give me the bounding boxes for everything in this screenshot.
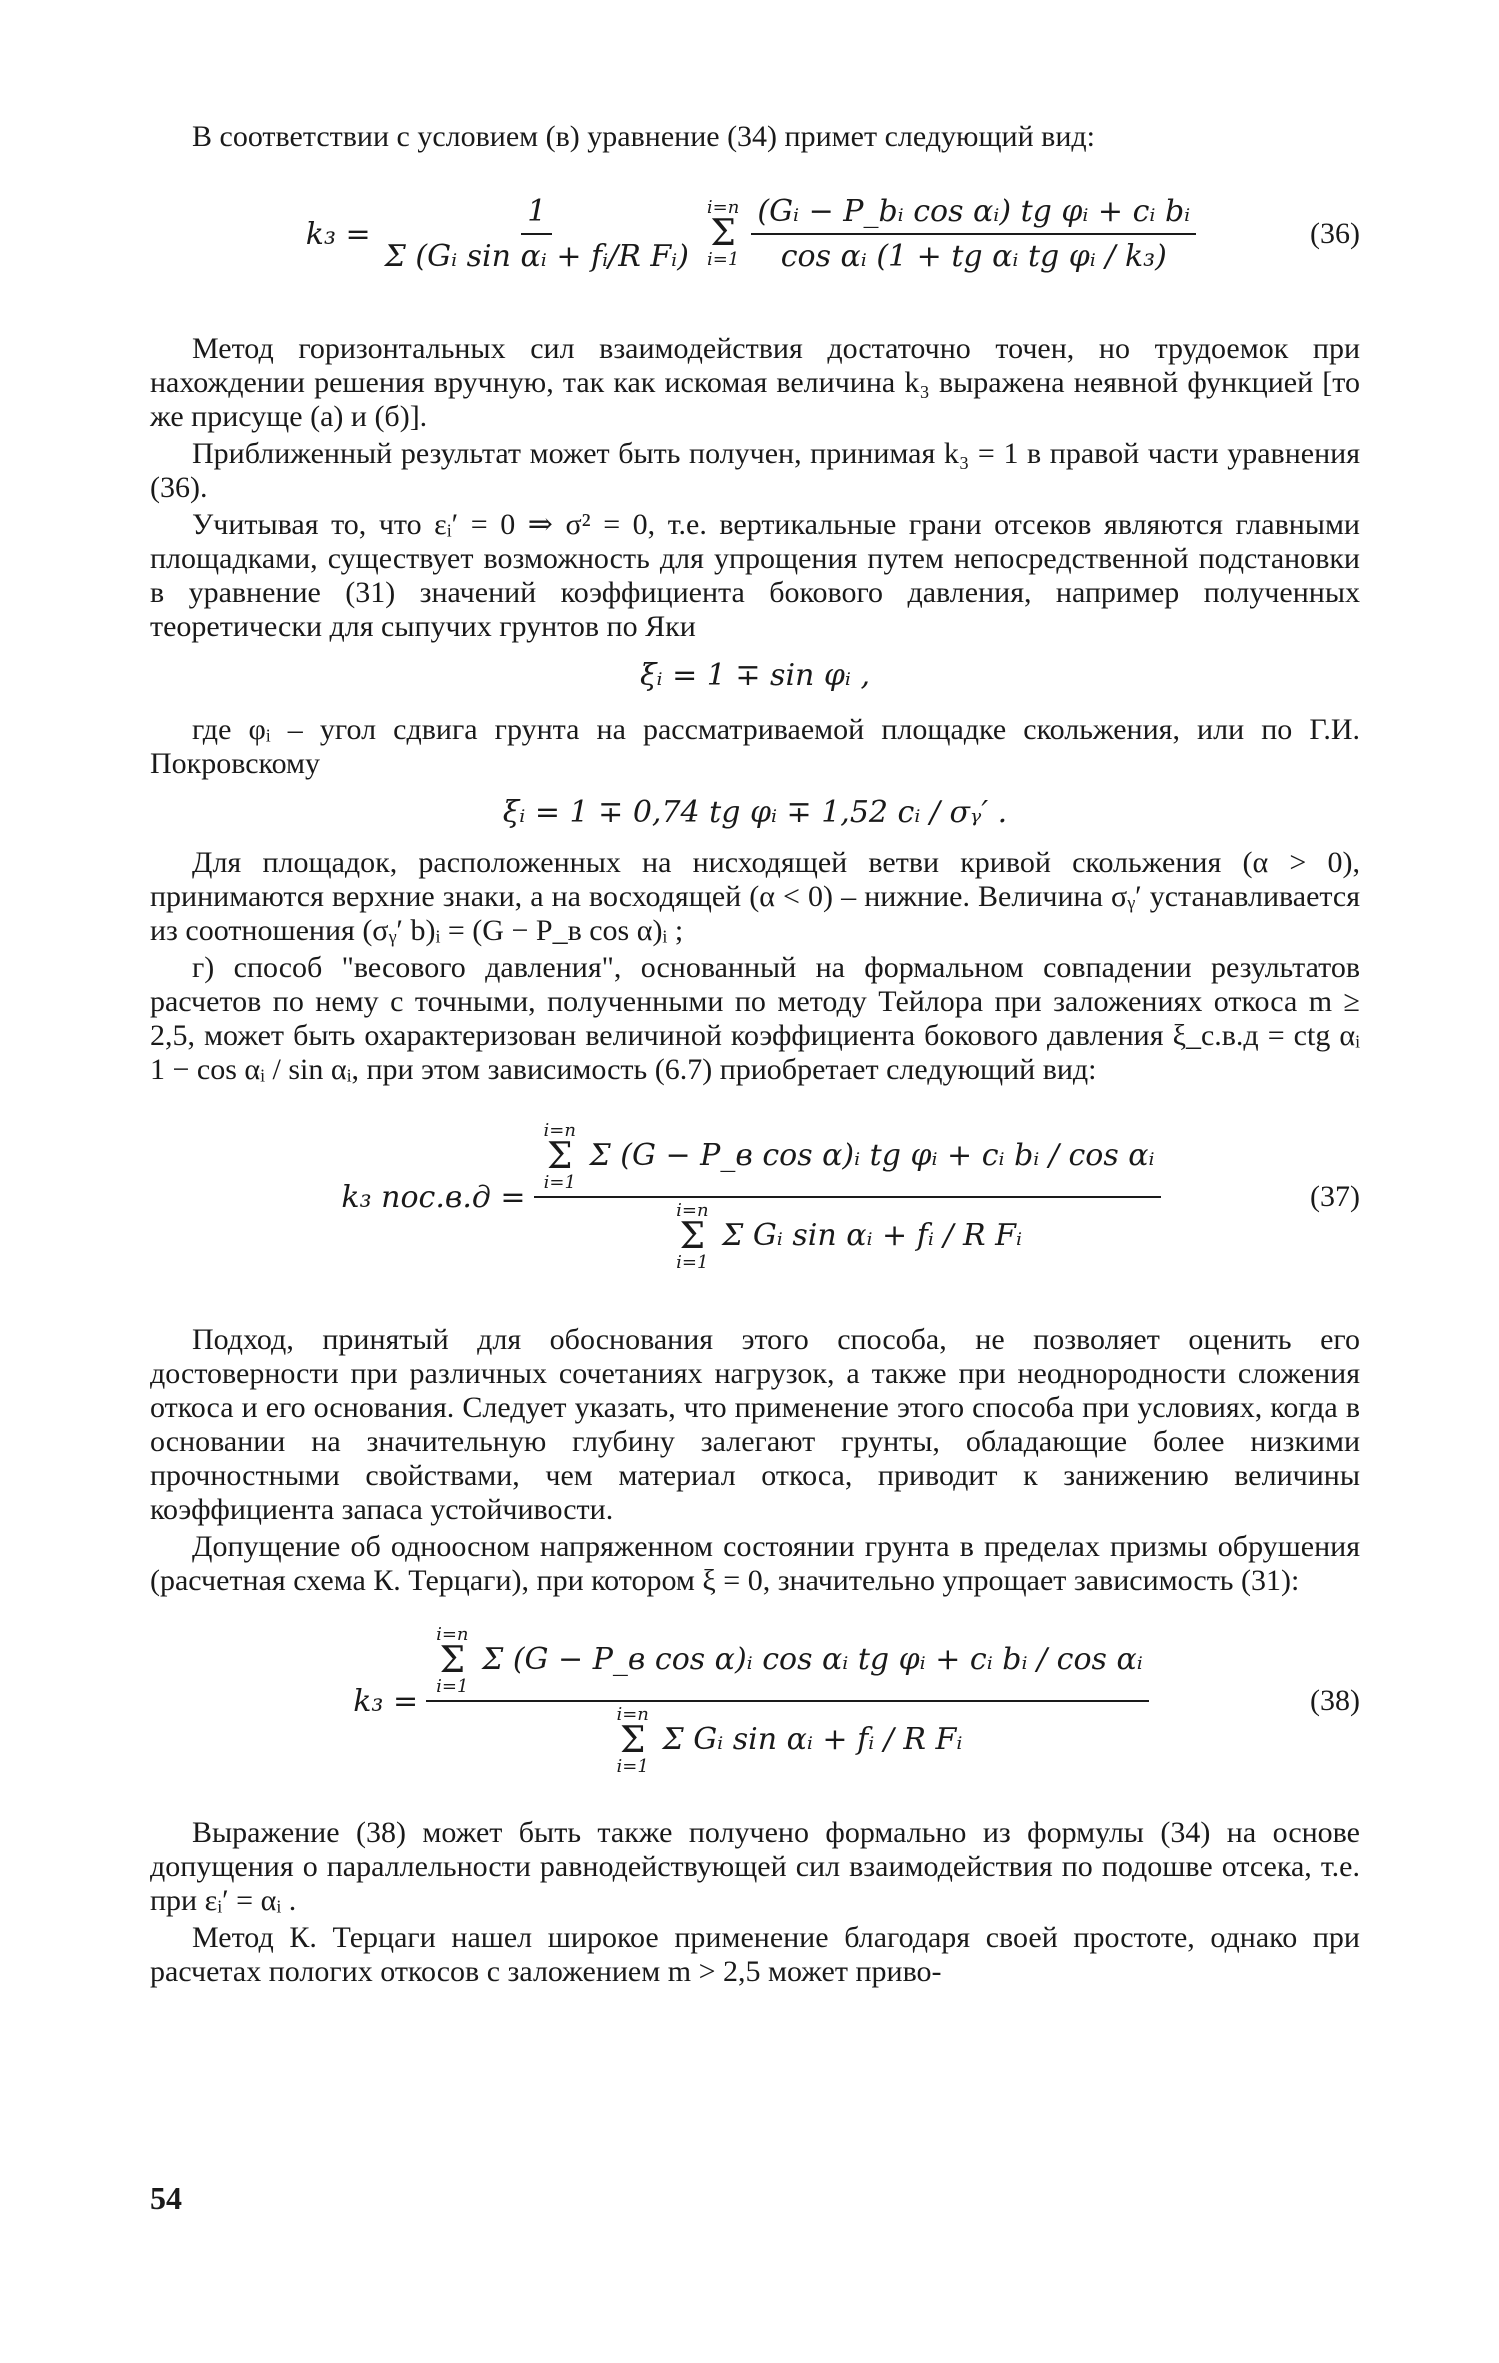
eq37-denominator-text: Σ Gᵢ sin αᵢ + fᵢ / R Fᵢ [722,1218,1023,1253]
eq36-frac1-denominator: Σ (Gᵢ sin αᵢ + fᵢ/R Fᵢ) [384,239,689,274]
eq36-frac2-denominator: cos αᵢ (1 + tg αᵢ tg φᵢ / k₃) [780,239,1167,274]
eq37-denominator [666,1198,1028,1272]
eq37-den-sum-bottom: i=1 [676,1252,709,1273]
eq37-lhs: k₃ пос.в.д = [341,1179,526,1215]
eq36-number: (36) [1310,217,1360,250]
eq37-num-sum [544,1122,576,1192]
paragraph-10: Метод К. Терцаги нашел широкое применение благодаря своей простоте, однако при расчетах пологих откосов с заложением m > 2,5 может приво- [150,1921,1360,1988]
page-number: 54 [150,2180,182,2216]
eq37-numerator [534,1122,1161,1198]
eq38-num-sum-bottom: i=1 [436,1676,469,1697]
eq38-den-sum [616,1706,648,1776]
eq38-denominator [606,1702,968,1776]
eq38-num-sum [436,1626,468,1696]
eq38-den-sum-bottom: i=1 [616,1756,649,1777]
equation-38 [150,1606,1360,1796]
paragraph-8: Допущение об одноосном напряженном состоянии грунта в пределах призмы обрушения (расчетная схема К. Терцаги), при котором ξ = 0, значительно упрощает зависимость (31): [150,1530,1360,1597]
eq36-frac2-numerator: (Gᵢ − P_bᵢ cos αᵢ) tg φᵢ + cᵢ bᵢ [751,194,1196,235]
eq38-denominator-text: Σ Gᵢ sin αᵢ + fᵢ / R Fᵢ [662,1722,963,1757]
eq38-num-sum-top: i=n [436,1624,469,1645]
paragraph-5: Для площадок, расположенных на нисходящей ветви кривой скольжения (α > 0), принимаются верхние знаки, а на восходящей (α < 0) – нижние. Величина σᵧ′ устанавливается из соотношения (σᵧ′ b)ᵢ = (G − P_в cos α)ᵢ ; [150,846,1360,947]
eq36-fraction-2 [751,194,1196,274]
paragraph-7: Подход, принятый для обоснования этого способа, не позволяет оценить его достоверности при различных сочетаниях нагрузок, а также при неоднородности сложения откоса и его основания. Следует указать, что применение этого способа при условиях, когда в основании на значительную глубину залегают грунты, обладающие более низкими прочностными свойствами, чем материал откоса, приводит к занижению величины коэффициента запаса устойчивости. [150,1323,1360,1526]
eq37-fraction [534,1122,1161,1272]
page-body [150,120,1360,1992]
eq36-sum-bottom: i=1 [706,249,740,270]
paragraph-2: Приближенный результат может быть получен, принимая k₃ = 1 в правой части уравнения (36). [150,437,1360,504]
eq36-sum-operator [707,199,739,269]
sigma-symbol: Σ [619,1720,646,1761]
eq38-numerator-text: Σ (G − P_в cos α)ᵢ cos αᵢ tg φᵢ + cᵢ bᵢ / cos αᵢ [482,1642,1143,1677]
eq36-lhs: k₃ = [305,216,371,252]
eq38-den-sum-top: i=n [616,1704,649,1725]
equation-36 [150,164,1360,304]
eq38-number: (38) [1310,1684,1360,1717]
sigma-symbol: Σ [439,1640,466,1681]
intro-paragraph: В соответствии с условием (в) уравнение (34) примет следующий вид: [192,120,1095,153]
formula-pokrovsky: ξᵢ = 1 ∓ 0,74 tg φᵢ ∓ 1,52 cᵢ / σᵧ′ . [502,795,1008,830]
eq37-num-sum-bottom: i=1 [543,1172,576,1193]
paragraph-1: Метод горизонтальных сил взаимодействия достаточно точен, но трудоемок при нахождении решения вручную, так как искомая величина k₃ выражена неявной функцией [то же присуще (а) и (б)]. [150,332,1360,433]
formula-yaki: ξᵢ = 1 ∓ sin φᵢ , [639,658,871,693]
paragraph-9: Выражение (38) может быть также получено формально из формулы (34) на основе допущения о параллельности равнодействующей сил взаимодействия по подошве отсека, т.е. при εᵢ′ = αᵢ . [150,1816,1360,1917]
eq36-fraction-1 [379,194,695,274]
paragraph-6: г) способ "весового давления", основанный на формальном совпадении результатов расчетов по нему с точными, полученными по методу Тейлора при заложениях откоса m ≥ 2,5, может быть охарактеризован величиной коэффициента бокового давления ξ_с.в.д = ctg αᵢ 1 − cos αᵢ / sin αᵢ, при этом зависимость (6.7) приобретает следующий вид: [150,951,1360,1086]
equation-37 [150,1097,1360,1297]
eq37-den-sum [676,1202,708,1272]
eq37-numerator-text: Σ (G − P_в cos α)ᵢ tg φᵢ + cᵢ bᵢ / cos αᵢ [589,1138,1155,1173]
sigma-symbol: Σ [679,1216,706,1257]
paragraph-4: где φᵢ – угол сдвига грунта на рассматриваемой площадке скольжения, или по Г.И. Покровскому [150,713,1360,780]
sigma-symbol: Σ [710,213,736,254]
eq36-sum-top: i=n [706,197,740,218]
eq37-den-sum-top: i=n [676,1200,709,1221]
eq38-lhs: k₃ = [353,1683,419,1719]
eq36-frac1-numerator: 1 [521,194,552,235]
eq38-fraction [426,1626,1149,1776]
eq37-num-sum-top: i=n [543,1120,576,1141]
paragraph-3: Учитывая то, что εᵢ′ = 0 ⇒ σ² = 0, т.е. вертикальные грани отсеков являются главными площадками, существует возможность для упрощения путем непосредственной подстановки в уравнение (31) значений коэффициента бокового давления, например полученных теоретически для сыпучих грунтов по Яки [150,508,1360,643]
sigma-symbol: Σ [547,1136,573,1177]
eq38-numerator [426,1626,1149,1702]
eq37-number: (37) [1310,1180,1360,1213]
